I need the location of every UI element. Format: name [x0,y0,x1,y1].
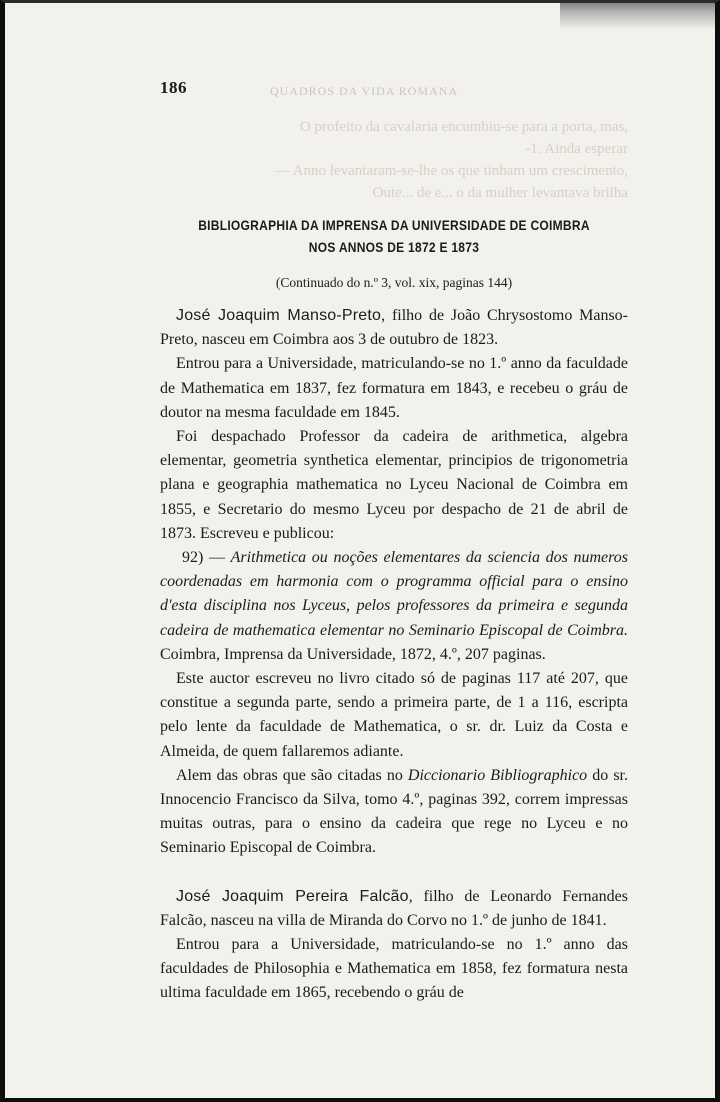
p5-italic: Diccionario Bibliographico [407,766,588,784]
entry1-intro-text: , filho de João Chrysostomo Manso-Preto, nasceu em Coimbra aos 3 de outubro de 1823. [160,307,629,349]
entry2-intro-text: , filho de Leonardo Fernandes Falcão, nasceu na villa de Miranda do Corvo no 1.º de junho de 1841. [160,887,628,929]
entry1-intro [160,304,628,352]
entry1-paragraph-5 [160,764,628,861]
bleed-line: O profeito da cavalaria encumbiu-se para a porta, mas, [299,119,628,135]
article-title [193,214,595,258]
page-number: 186 [160,78,187,97]
article-body [160,304,628,1006]
work-number: 92) — [182,549,231,567]
title-line-2: NOS ANNOS DE 1872 E 1873 [308,239,480,255]
entry1-name: José Joaquim Manso-Preto [176,307,382,324]
article-subtitle: (Continuado do n.º 3, vol. xix, paginas 144) [275,275,513,290]
entry2-intro [160,885,628,933]
bleed-line: — Anno levantaram-se-lhe os que tinham um crescimento, [274,163,628,179]
entry1-paragraph-4: Este auctor escreveu no livro citado só de paginas 117 até 207, que constitue a segunda parte, sendo a primeira parte, de 1 a 116, escripta pelo lente da faculdade de Mathematica, o sr. dr. Luiz da Costa e Almeida, de quem fallaremos adiante. [160,670,628,760]
scan-shadow [560,0,720,30]
bleed-line: -1. Ainda esperar [525,141,628,157]
entry2-name: José Joaquim Pereira Falcão [176,887,409,905]
entry1-paragraph-2: Entrou para a Universidade, matriculando-se no 1.º anno da faculdade de Mathematica em 1837, fez formatura em 1843, e recebeu o gráu de doutor na mesma faculdade em 1845. [160,355,628,421]
entry1-paragraph-3: Foi despachado Professor da cadeira de arithmetica, algebra elementar, geometria synthetica elementar, principios de trigonometria plana e geographia mathematica no Lyceu Nacional de Coimbra em 1855, e Secretario do mesmo Lyceu por despacho de 21 de abril de 1873. Escreveu e publicou: [160,428,628,542]
entry2-paragraph-2: Entrou para a Universidade, matriculando-se no 1.º anno das faculdades de Philosophia e Mathematica em 1858, fez formatura nesta ultima faculdade em 1865, recebendo o gráu de [160,936,628,1002]
bibliography-entry-92 [160,546,628,667]
bleed-through-text [160,116,628,204]
bleed-line: Oute... de e... o da mulher levantava brilha [372,185,628,201]
work-imprint: Coimbra, Imprensa da Universidade, 1872, 4.º, 207 paginas. [160,645,546,663]
work-title: Arithmetica ou noções elementares da sciencia dos numeros coordenadas em harmonia com o programma official para o ensino d'esta disciplina nos Lyceus, pelos professores da primeira e segunda cadeira de mathematica elementar no Seminario Episcopal de Coimbra. [160,549,629,639]
p5-text-b: do sr. Innocencio Francisco da Silva, tomo 4.º, paginas 392, correm impressas muitas outras, para o ensino da cadeira que rege no Lyceu e no Seminario Episcopal de Coimbra. [160,766,629,857]
title-line-1: BIBLIOGRAPHIA DA IMPRENSA DA UNIVERSIDADE DE COIMBRA [198,217,590,233]
p5-text-a: Alem das obras que são citadas no [176,766,408,784]
running-head-bleed: QUADROS DA VIDA ROMANA [270,84,459,98]
